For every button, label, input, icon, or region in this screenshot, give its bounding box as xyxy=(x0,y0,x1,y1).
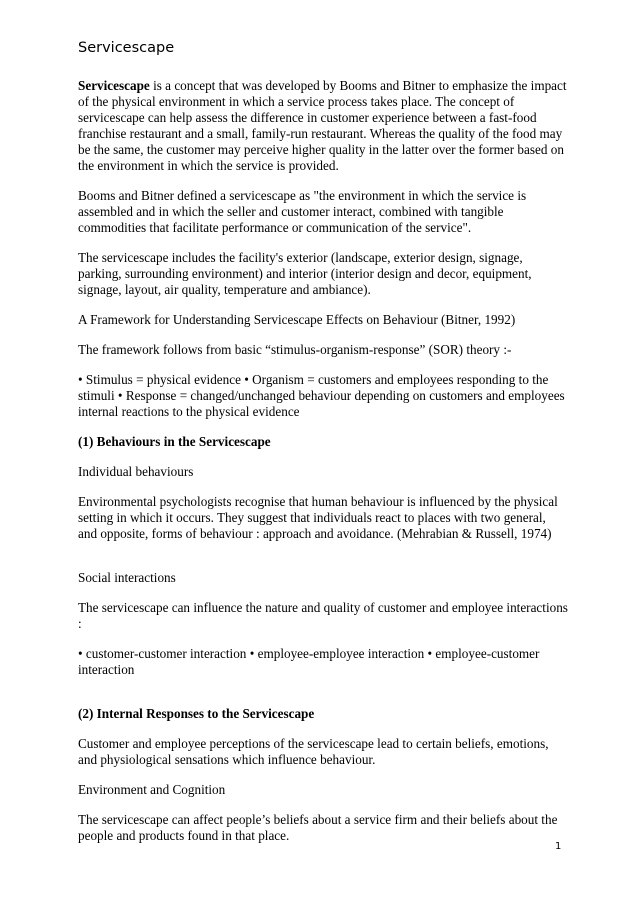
social-paragraph: The servicescape can influence the nature and quality of customer and employee interactions : xyxy=(78,600,568,631)
cognition-paragraph: The servicescape can affect people’s beliefs about a service firm and their beliefs about the people and products found in that place. xyxy=(78,812,558,843)
document-body xyxy=(78,78,568,844)
section2-heading: (2) Internal Responses to the Servicescape xyxy=(78,706,315,721)
cognition-heading: Environment and Cognition xyxy=(78,782,226,797)
internal-paragraph: Customer and employee perceptions of the servicescape lead to certain beliefs, emotions, and physiological sensations which influence behaviour. xyxy=(78,736,549,767)
intro-text: is a concept that was developed by Booms and Bitner to emphasize the impact of the physical environment in which a service process takes place. The concept of servicescape can help assess the difference in customer experience between a fast-food franchise restaurant and a small, family-run restaurant. Whereas the quality of the food may be the same, the customer may perceive higher quality in the latter over the former based on the environment in which the service is provided. xyxy=(78,78,567,173)
framework-title: A Framework for Understanding Servicescape Effects on Behaviour (Bitner, 1992) xyxy=(78,312,516,327)
sor-list: • Stimulus = physical evidence • Organism = customers and employees responding to the stimuli • Response = changed/unchanged behaviour depending on customers and employees internal reactions to the physical evidence xyxy=(78,372,565,419)
intro-term: Servicescape xyxy=(78,78,150,93)
social-heading: Social interactions xyxy=(78,570,176,585)
page-header-title: Servicescape xyxy=(78,40,175,56)
interaction-list: • customer-customer interaction • employee-employee interaction • employee-customer interaction xyxy=(78,646,540,677)
includes-paragraph: The servicescape includes the facility's exterior (landscape, exterior design, signage, parking, surrounding environment) and interior (interior design and decor, equipment, signage, layout, air quality, temperature and ambiance). xyxy=(78,250,532,297)
framework-intro: The framework follows from basic “stimulus-organism-response” (SOR) theory :- xyxy=(78,342,512,357)
section1-heading: (1) Behaviours in the Servicescape xyxy=(78,434,271,449)
intro-paragraph xyxy=(78,78,568,174)
individual-paragraph: Environmental psychologists recognise that human behaviour is influenced by the physical setting in which it occurs. They suggest that individuals react to places with two general, and opposite, forms of behaviour : approach and avoidance. (Mehrabian & Russell, 1974) xyxy=(78,494,558,541)
page-number: 1 xyxy=(555,841,562,852)
definition-paragraph: Booms and Bitner defined a servicescape as "the environment in which the service is assembled and in which the seller and customer interact, combined with tangible commodities that facilitate performance or communication of the service". xyxy=(78,188,527,235)
individual-heading: Individual behaviours xyxy=(78,464,194,479)
